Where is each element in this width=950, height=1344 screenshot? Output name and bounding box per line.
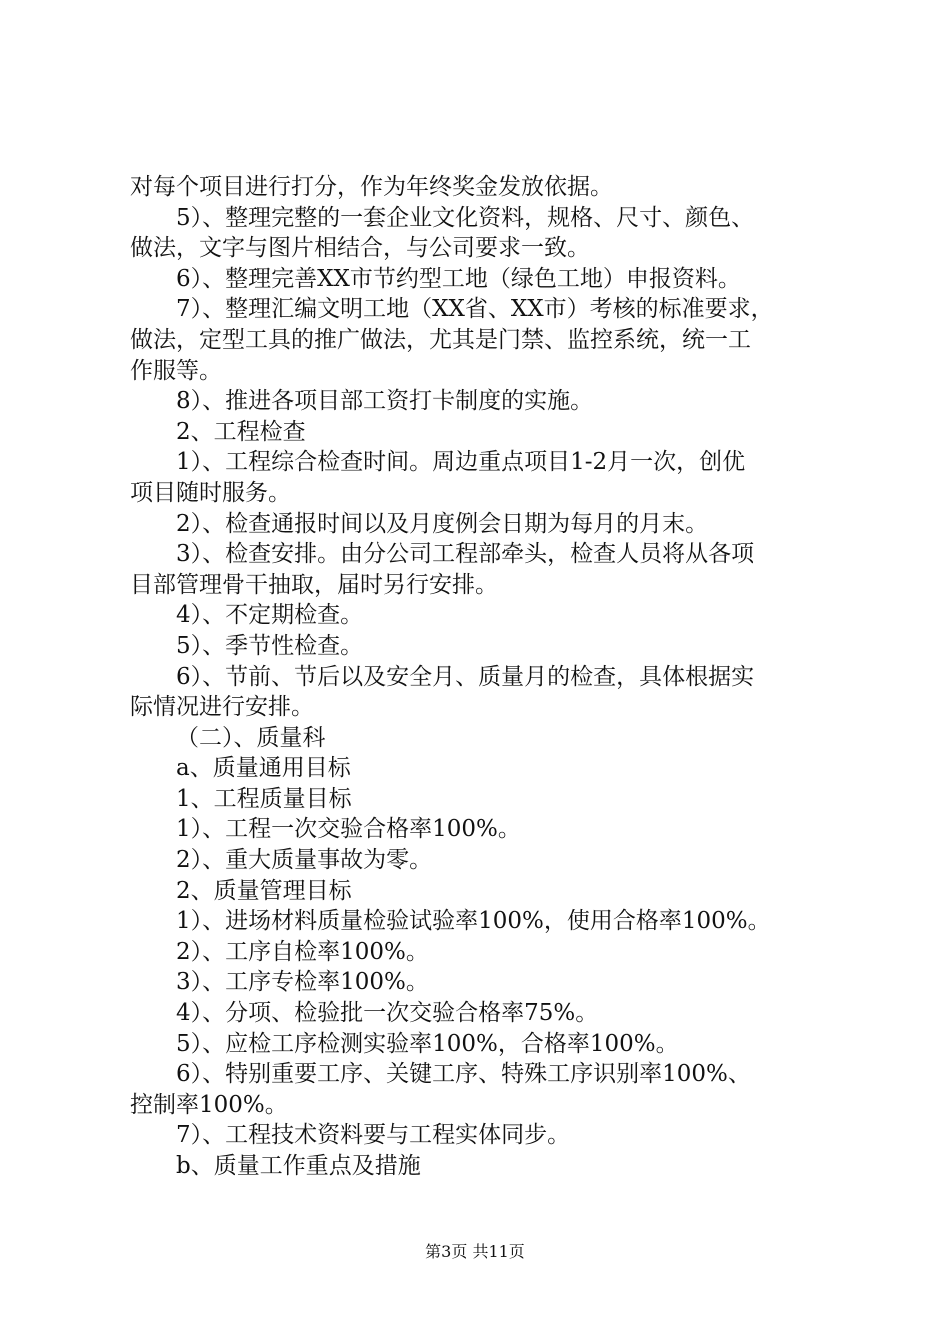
paragraph-line: 1）、工程综合检查时间。周边重点项目1-2月一次，创优: [176, 449, 746, 476]
paragraph-line: 3）、工序专检率100%。: [176, 969, 429, 996]
paragraph-line: 做法，文字与图片相结合，与公司要求一致。: [130, 235, 590, 262]
paragraph-line: 1）、工程一次交验合格率100%。: [176, 816, 521, 843]
paragraph-line: 控制率100%。: [130, 1091, 288, 1118]
document-body: [130, 172, 840, 1182]
paragraph-line: 2）、重大质量事故为零。: [176, 847, 433, 874]
paragraph-line: 5）、季节性检查。: [176, 632, 364, 659]
paragraph-line: 5）、应检工序检测实验率100%，合格率100%。: [176, 1030, 679, 1057]
paragraph-line: 目部管理骨干抽取，届时另行安排。: [130, 571, 498, 598]
paragraph-line: 4）、分项、检验批一次交验合格率75%。: [176, 1000, 599, 1027]
paragraph-line: 做法，定型工具的推广做法，尤其是门禁、监控系统，统一工: [130, 326, 751, 353]
paragraph-line: 6）、节前、节后以及安全月、质量月的检查，具体根据实: [176, 663, 755, 690]
paragraph-line: 作服等。: [130, 357, 222, 384]
paragraph-line: （二）、质量科: [176, 724, 326, 751]
paragraph-line: 5）、整理完整的一套企业文化资料，规格、尺寸、颜色、: [176, 204, 755, 231]
paragraph-line: 1、工程质量目标: [176, 785, 352, 812]
paragraph-line: 际情况进行安排。: [130, 694, 314, 721]
paragraph-line: 3）、检查安排。由分公司工程部牵头，检查人员将从各项: [176, 541, 755, 568]
paragraph-line: 对每个项目进行打分，作为年终奖金发放依据。: [130, 174, 613, 200]
paragraph-line: b、质量工作重点及措施: [176, 1153, 421, 1179]
paragraph-line: a、质量通用目标: [176, 755, 351, 782]
paragraph-line: 7）、工程技术资料要与工程实体同步。: [176, 1122, 571, 1149]
paragraph-line: 2）、检查通报时间以及月度例会日期为每月的月末。: [176, 510, 709, 537]
paragraph-line: 2）、工序自检率100%。: [176, 938, 429, 965]
paragraph-line: 7）、整理汇编文明工地（XX省、XX市）考核的标准要求，: [176, 296, 774, 323]
paragraph-line: 2、工程检查: [176, 418, 306, 445]
paragraph-line: 4）、不定期检查。: [176, 602, 364, 629]
page-footer: 第3页 共11页: [425, 1242, 525, 1261]
paragraph-line: 8）、推进各项目部工资打卡制度的实施。: [176, 388, 594, 415]
paragraph-line: 6）、特别重要工序、关键工序、特殊工序识别率100%、: [176, 1061, 751, 1088]
paragraph-line: 项目随时服务。: [130, 479, 291, 506]
paragraph-line: 1）、进场材料质量检验试验率100%，使用合格率100%。: [176, 908, 771, 935]
paragraph-line: 6）、整理完善XX市节约型工地（绿色工地）申报资料。: [176, 265, 741, 292]
paragraph-line: 2、质量管理目标: [176, 877, 352, 904]
